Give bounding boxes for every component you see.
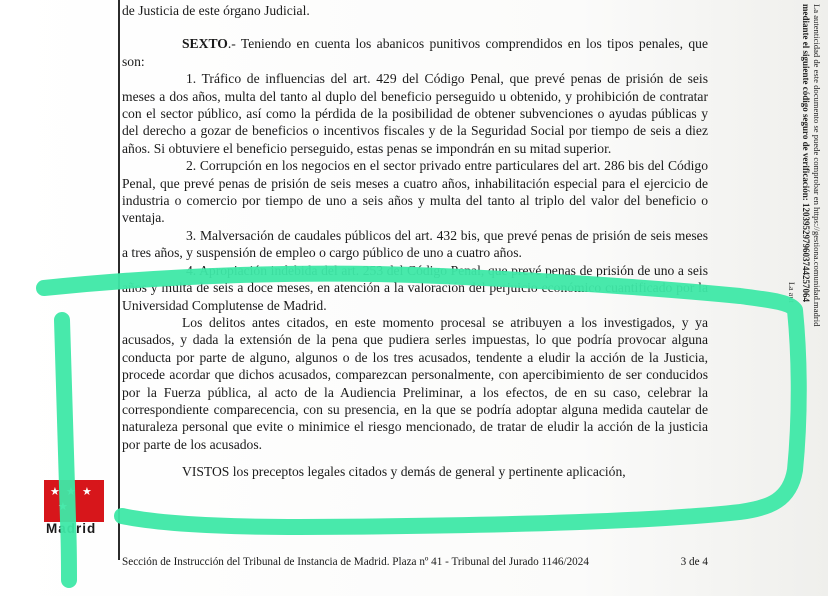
- footer: [122, 555, 708, 569]
- madrid-logo-text: Madrid: [46, 521, 97, 536]
- sexto-heading: SEXTO: [182, 36, 228, 52]
- verification-note-lower: [784, 280, 798, 390]
- verification-line-2: mediante el siguiente código seguro de verificación: 1203952979603744257064: [801, 4, 811, 303]
- verification-line-1: La autenticidad de este documento se puede comprobar en https://gestiona.comunidad.madrid: [812, 4, 822, 327]
- star-icon: ★: [66, 486, 76, 498]
- footer-court: Sección de Instrucción del Tribunal de Instancia de Madrid. Plaza nº 41 - Tribunal del Jurado 1146/2024: [122, 556, 589, 568]
- vistos-text: los preceptos legales citados y demás de general y pertinente aplicación,: [229, 464, 626, 480]
- paragraph-vistos: [122, 463, 708, 480]
- margin-rule: [118, 0, 120, 560]
- verification-note: [774, 0, 824, 370]
- star-icon: ★: [82, 486, 92, 498]
- document-body: [122, 2, 708, 481]
- verification-lower-text: La aut: [787, 282, 796, 303]
- list-item-2: 2. Corrupción en los negocios en el sector privado entre particulares del art. 286 bis del Código Penal, que prevé penas de prisión de seis meses a cuatro años, inhabilitación especial para el ejercicio de industria o comercio por tiempo de uno a seis años y multa del tanto al triplo del valor del beneficio o ventaja.: [122, 158, 708, 226]
- highlight-stroke: [62, 320, 69, 580]
- star-icon: ★: [58, 501, 68, 513]
- madrid-logo: [44, 480, 104, 522]
- sexto-text: .- Teniendo en cuenta los abanicos punitivos comprendidos en los tipos penales, que son:: [122, 36, 708, 69]
- star-icon: ★: [50, 486, 60, 498]
- list-item-1: 1. Tráfico de influencias del art. 429 del Código Penal, que prevé penas de prisión de seis meses a dos años, multa del tanto al duplo del beneficio perseguido u obtenido, y prohibición de contratar con el sector público, así como la pérdida de la posibilidad de obtener subvenciones o ayudas públicas y del derecho a gozar de beneficios o incentivos fiscales y de la Seguridad Social por tiempo de seis a diez años. Si obtuviere el beneficio perseguido, estas penas se impondrán en su mitad superior.: [122, 71, 708, 156]
- paragraph-intro: de Justicia de este órgano Judicial.: [122, 3, 310, 18]
- paragraph-sexto: [122, 35, 708, 70]
- paragraph-delitos: Los delitos antes citados, en este momento procesal se atribuyen a los investigados, y ya acusados, y dada la extensión de la pena que pudiera serles impuestas, lo que podría provocar alguna conducta por parte de alguno, algunos o de los tres acusados, tendente a eludir la acción de la Justicia, procede acordar que dichos acusados, comparezcan personalmente, con apercibimiento de ser conducidos por la Fuerza pública, al acto de la Audiencia Preliminar, a los efectos, de en su caso, celebrar la correspondiente comparecencia, con su presencia, en la que se podría adoptar alguna medida cautelar de naturaleza personal que evite o minimice el riesgo mencionado, de tratar de eludir la acción de la justicia por parte de los acusados.: [122, 314, 708, 452]
- vistos-heading: VISTOS: [182, 464, 230, 480]
- footer-page-number: 3 de 4: [680, 556, 708, 568]
- list-item-4: 4. Apropiación indebida del art. 253 del Código Penal, que prevé penas de prisión de uno a seis años y multa de seis a doce meses, en atención a la valoración del perjuicio económico cuantificado por la Universidad Complutense de Madrid.: [122, 262, 708, 313]
- list-item-3: 3. Malversación de caudales públicos del art. 432 bis, que prevé penas de prisión de seis meses a tres años, y suspensión de empleo o cargo público de uno a cuatro años.: [122, 227, 708, 261]
